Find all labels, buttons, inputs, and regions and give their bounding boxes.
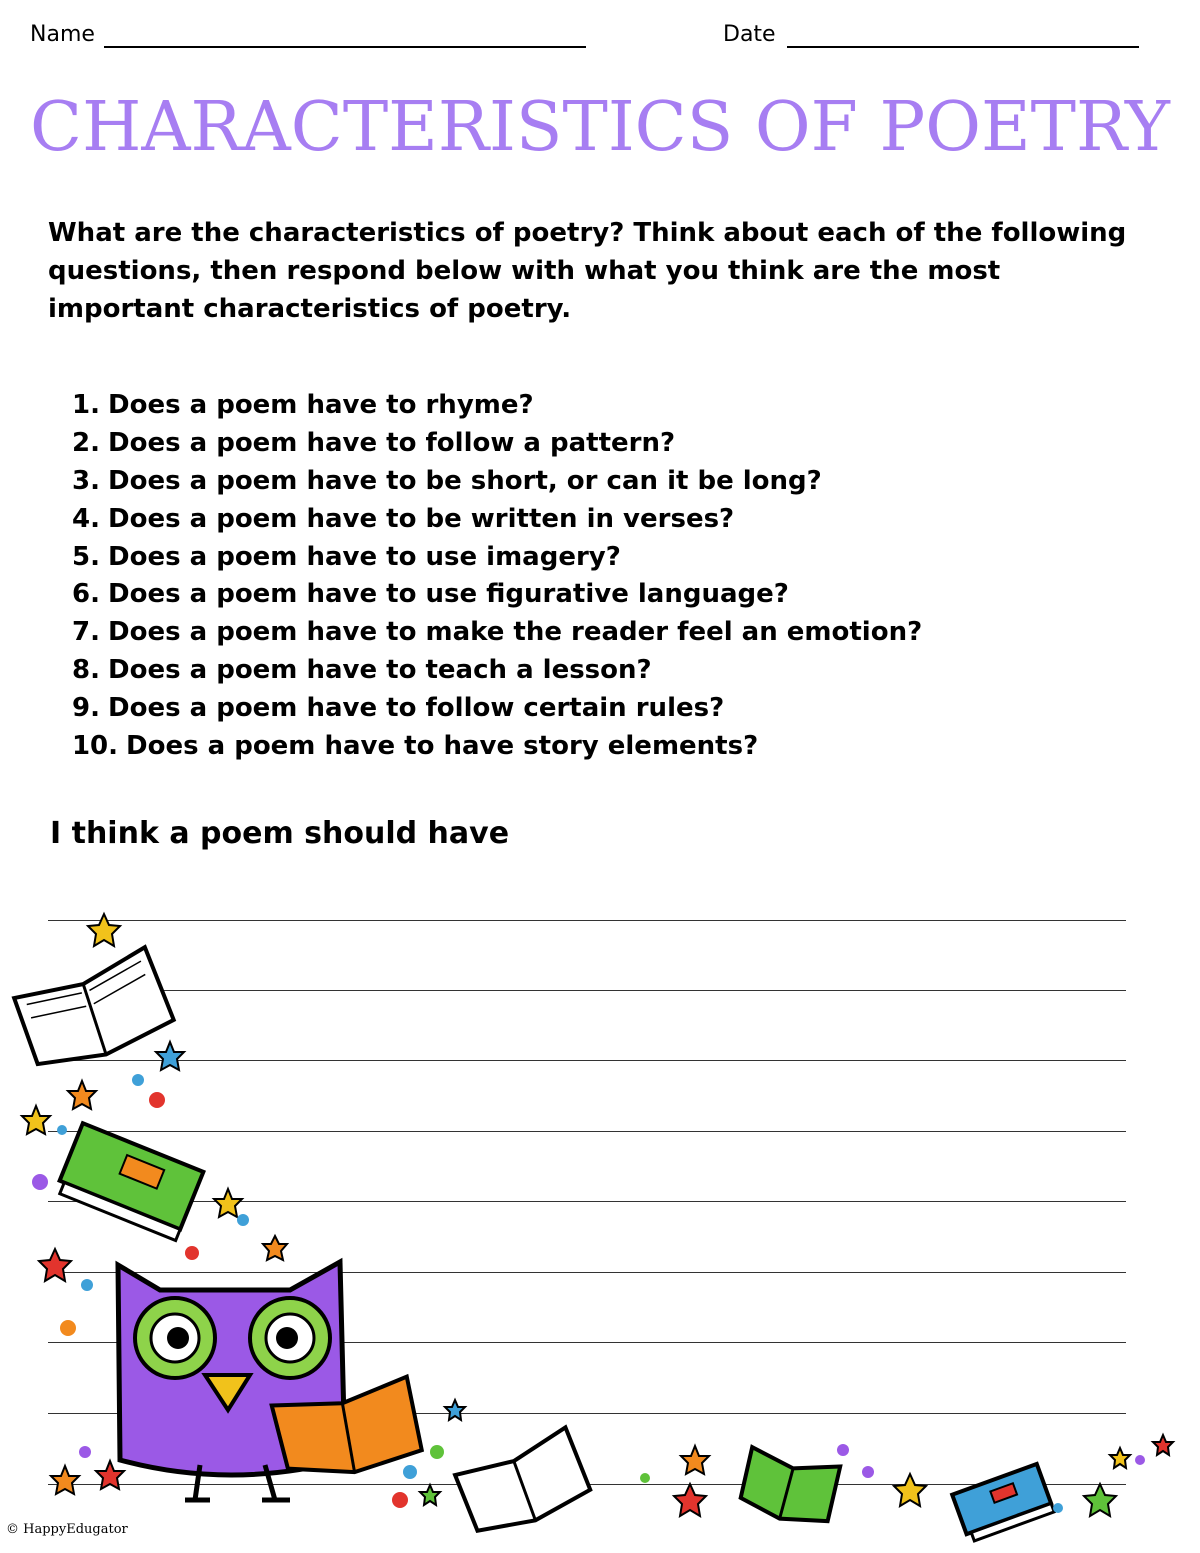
closed-book-icon [952, 1464, 1054, 1543]
question-item: 9. Does a poem have to follow certain rules? [72, 693, 725, 723]
question-item: 1. Does a poem have to rhyme? [72, 390, 534, 420]
question-item: 6. Does a poem have to use figurative language? [72, 579, 789, 609]
owl-icon [118, 1262, 423, 1500]
open-book-icon [736, 1443, 842, 1531]
closed-book-icon [55, 1123, 203, 1240]
instructions: What are the characteristics of poetry? Think about each of the following questions, then respond below with what you think are the most important characteristics of poetry. [48, 218, 1127, 324]
name-label: Name [30, 22, 95, 47]
question-item: 5. Does a poem have to use imagery? [72, 542, 621, 572]
response-prompt: I think a poem should have [50, 816, 510, 851]
open-book-icon [453, 1427, 594, 1541]
question-item: 2. Does a poem have to follow a pattern? [72, 428, 676, 458]
question-item: 3. Does a poem have to be short, or can it be long? [72, 466, 822, 496]
copyright-notice: © HappyEdugator [6, 1522, 128, 1537]
question-item: 4. Does a poem have to be written in verses? [72, 504, 735, 534]
question-item: 7. Does a poem have to make the reader feel an emotion? [72, 617, 923, 647]
date-label: Date [723, 22, 776, 47]
open-book-icon [12, 946, 178, 1076]
page-title: CHARACTERISTICS OF POETRY [30, 88, 1170, 167]
question-item: 8. Does a poem have to teach a lesson? [72, 655, 652, 685]
question-item: 10. Does a poem have to have story elements? [71, 731, 759, 761]
